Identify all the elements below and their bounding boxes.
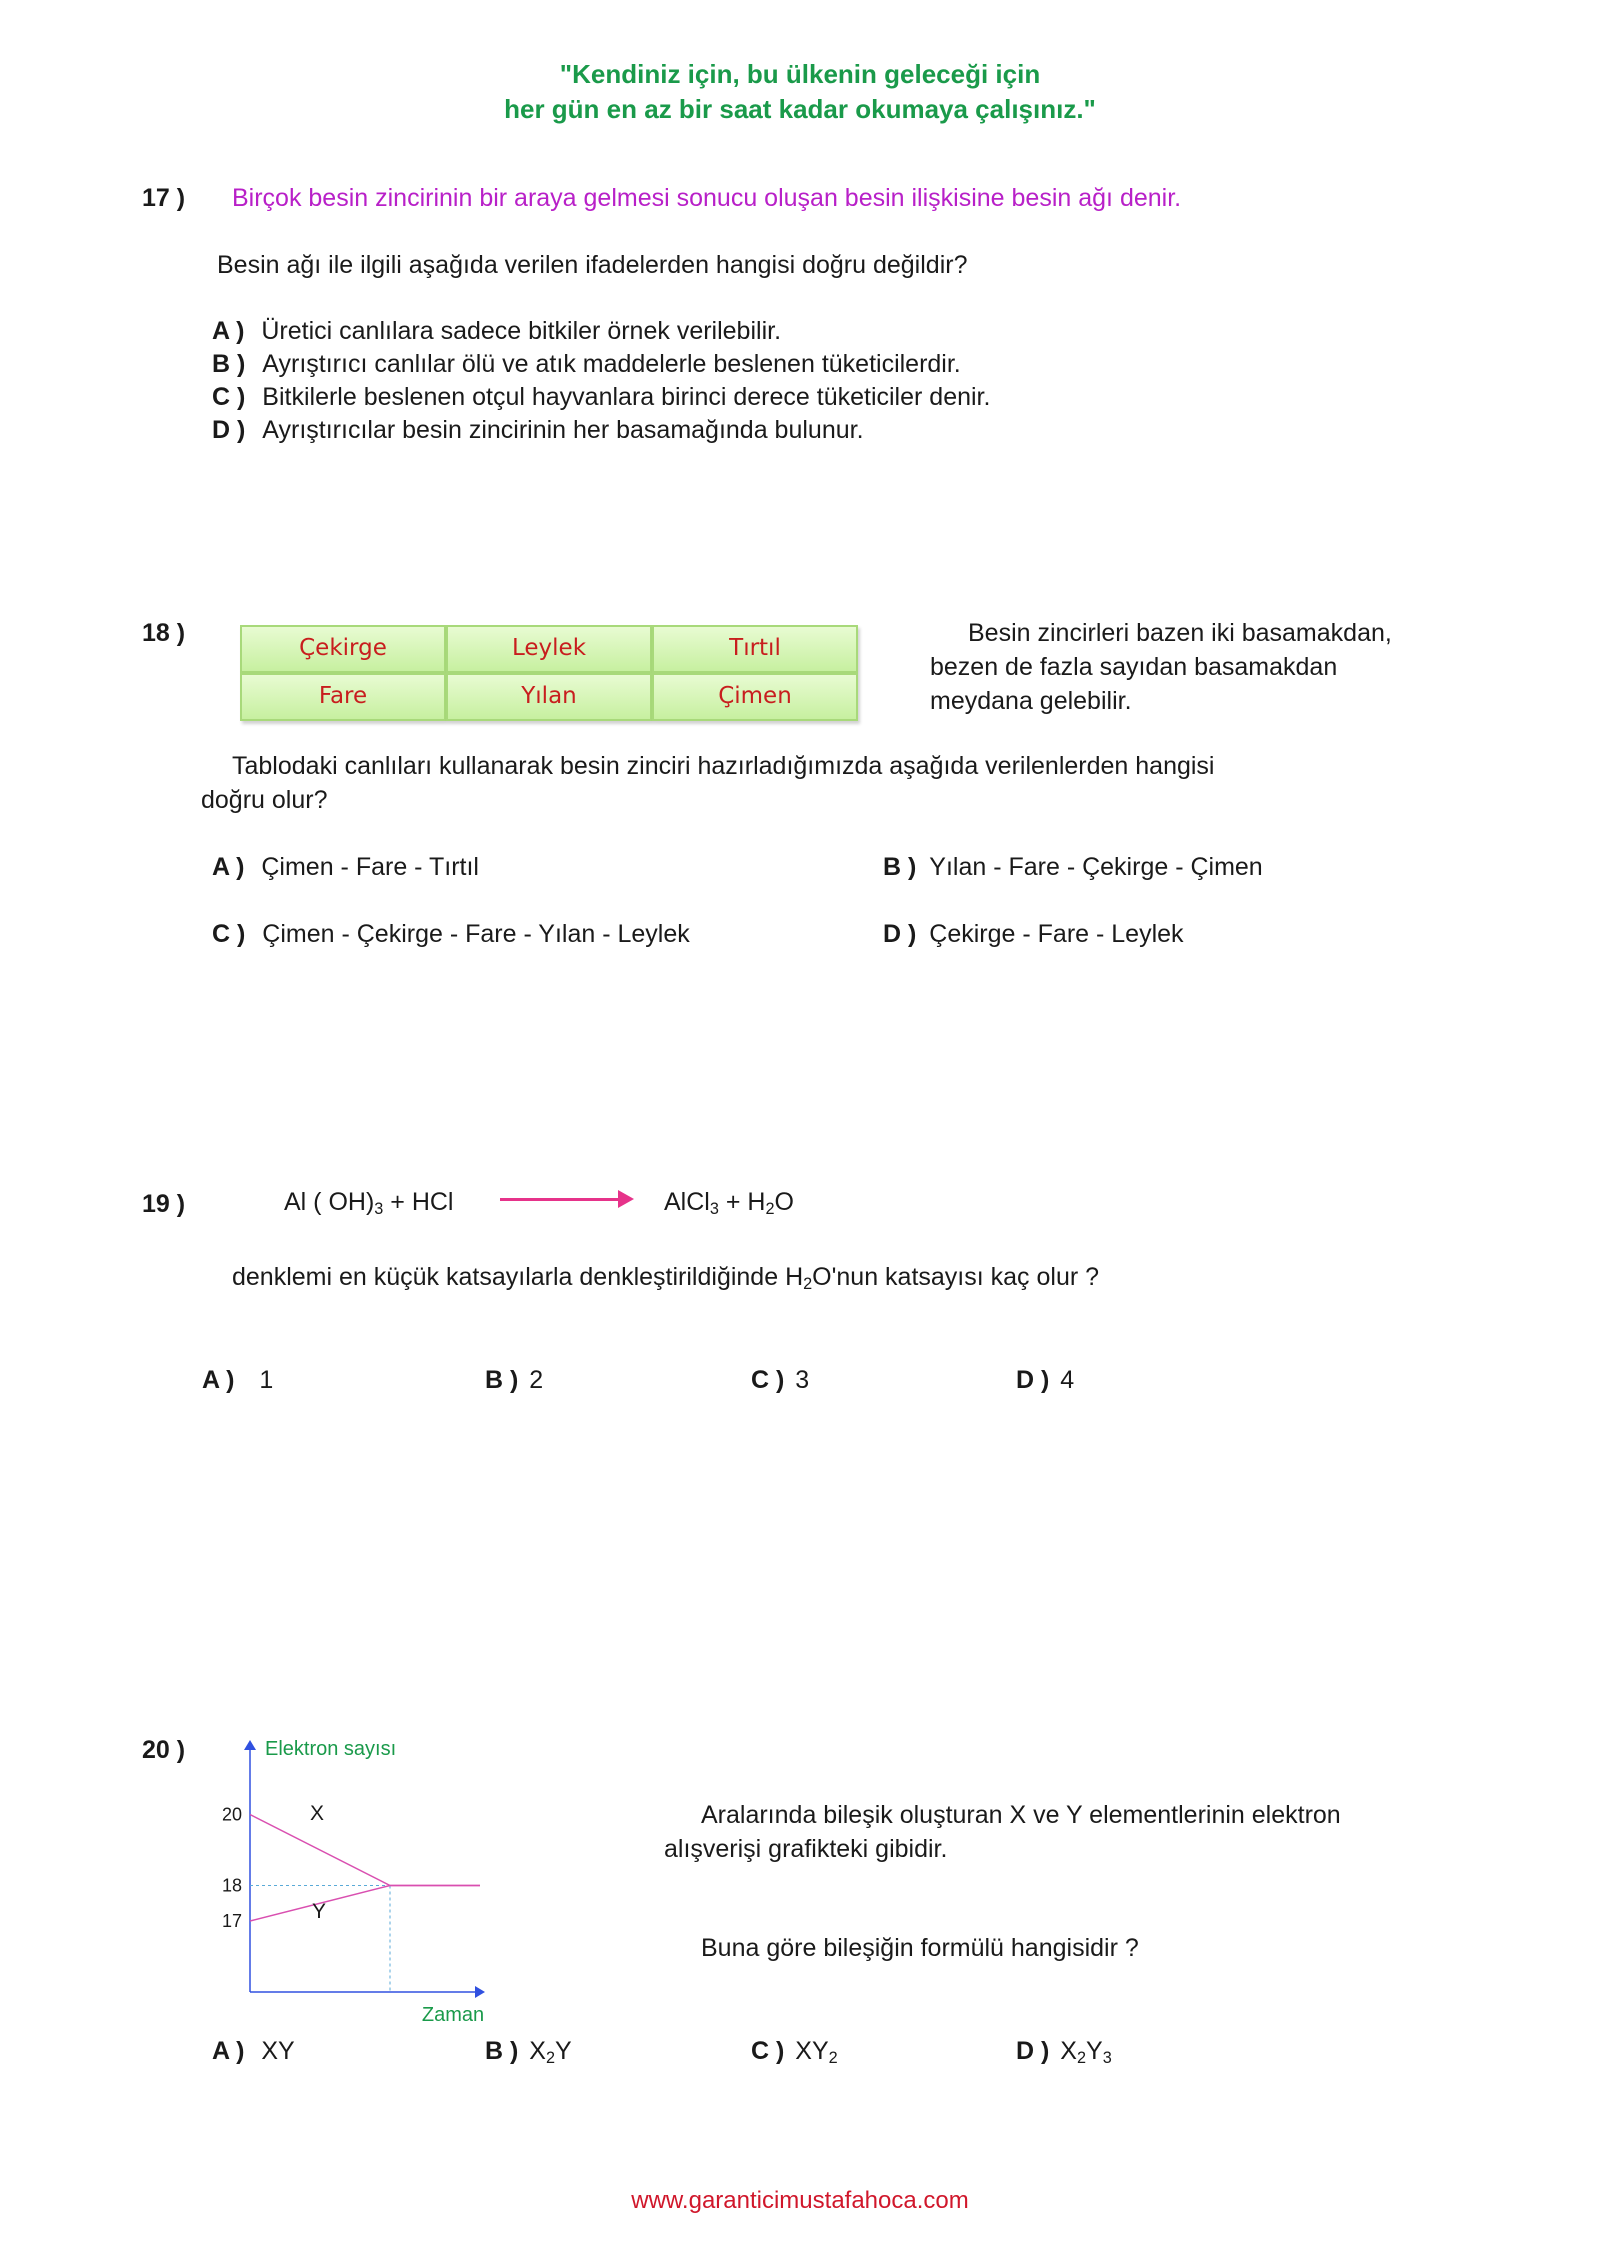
question-18-option-a[interactable]: [212, 851, 479, 884]
question-17-option-b[interactable]: [212, 348, 961, 381]
option-letter: A ): [202, 1366, 235, 1394]
option-formula: [1060, 2037, 1112, 2068]
option-letter: B ): [485, 1366, 519, 1394]
question-20-text-line-2: alışverişi grafikteki gibidir.: [664, 1835, 948, 1863]
subscript: 2: [1076, 2049, 1087, 2068]
question-18-prompt-line-2: doğru olur?: [201, 786, 328, 814]
organisms-table: [240, 625, 858, 721]
option-letter: C ): [751, 2037, 785, 2065]
table-cell: Yılan: [446, 673, 652, 721]
formula-part: XY: [261, 2037, 295, 2065]
series-line-x: [250, 1815, 480, 1886]
footer-url[interactable]: www.garanticimustafahoca.com: [631, 2187, 969, 2214]
option-letter: C ): [212, 383, 246, 411]
option-letter: A ): [212, 853, 245, 881]
question-18-prompt-line-1: Tablodaki canlıları kullanarak besin zinciri hazırladığımızda aşağıda verilenlerden hangisi: [232, 752, 1215, 780]
question-20-prompt: Buna göre bileşiğin formülü hangisidir ?: [701, 1934, 1139, 1962]
electron-count-chart: [200, 1720, 520, 2040]
formula-part: XY: [795, 2037, 829, 2065]
table-cell: Leylek: [446, 625, 652, 673]
subscript: 2: [803, 1275, 813, 1294]
option-text: 1: [259, 1366, 274, 1394]
subscript: 3: [374, 1200, 384, 1219]
option-letter: B ): [212, 350, 246, 378]
question-20-option-b[interactable]: [485, 2035, 572, 2068]
option-letter: A ): [212, 2037, 245, 2065]
option-text: Ayrıştırıcılar besin zincirinin her basamağında bulunur.: [262, 416, 864, 444]
option-text: Üretici canlılara sadece bitkiler örnek verilebilir.: [261, 317, 782, 345]
option-text: Çekirge - Fare - Leylek: [929, 920, 1184, 948]
subscript: 2: [765, 1200, 775, 1219]
option-text: 4: [1060, 1366, 1075, 1394]
question-18-option-b[interactable]: [883, 851, 1263, 884]
question-19-option-d[interactable]: [1016, 1364, 1074, 1397]
subscript: 2: [828, 2049, 838, 2068]
product-alcl: AlCl: [664, 1188, 710, 1216]
question-20-text-line-1: Aralarında bileşik oluşturan X ve Y elementlerinin elektron: [701, 1801, 1341, 1829]
equation-reactants: [284, 1186, 453, 1219]
chart-ticks: [222, 1805, 242, 1932]
table-row: [240, 673, 858, 721]
question-18-option-d[interactable]: [883, 918, 1184, 951]
reaction-arrow-line: [500, 1198, 620, 1201]
table-row: [240, 625, 858, 673]
option-letter: A ): [212, 317, 245, 345]
question-19-option-a[interactable]: [202, 1364, 273, 1397]
reaction-arrow-icon: [618, 1190, 634, 1208]
option-text: Ayrıştırıcı canlılar ölü ve atık maddelerle beslenen tüketicilerdir.: [262, 350, 961, 378]
chart-series-label-y: Y: [312, 1900, 327, 1923]
series-line-y: [250, 1886, 480, 1922]
y-axis-arrow-icon: [244, 1740, 256, 1750]
prompt-text: O'nun katsayısı kaç olur ?: [812, 1263, 1100, 1291]
chart-series: [250, 1815, 480, 1922]
option-text: Bitkilerle beslenen otçul hayvanlara birinci derece tüketiciler denir.: [262, 383, 991, 411]
prompt-text: denklemi en küçük katsayılarla denkleştirildiğinde H: [232, 1263, 804, 1291]
question-17-option-c[interactable]: [212, 381, 990, 414]
option-formula: [529, 2037, 572, 2068]
chart-axes: [244, 1740, 485, 1998]
product-water-o: O: [774, 1188, 794, 1216]
question-20-option-d[interactable]: [1016, 2035, 1112, 2068]
option-letter: B ): [883, 853, 917, 881]
option-letter: C ): [751, 1366, 785, 1394]
header-quote-line-2: her gün en az bir saat kadar okumaya çalışınız.": [504, 94, 1096, 124]
question-17-number: 17 ): [142, 184, 186, 212]
formula-part: X: [529, 2037, 546, 2065]
y-tick-label: 18: [221, 1875, 242, 1896]
option-letter: D ): [212, 416, 246, 444]
subscript: 3: [709, 1200, 719, 1219]
question-19-prompt: [232, 1261, 1099, 1294]
table-cell: Çimen: [652, 673, 858, 721]
question-17-prompt: Besin ağı ile ilgili aşağıda verilen ifadelerden hangisi doğru değildir?: [217, 251, 968, 279]
question-17-statement: Birçok besin zincirinin bir araya gelmesi sonucu oluşan besin ilişkisine besin ağı denir.: [232, 184, 1182, 212]
chart-x-axis-title: Zaman: [421, 2004, 485, 2026]
option-letter: B ): [485, 2037, 519, 2065]
product-water: + H: [718, 1188, 766, 1216]
question-20-number: 20 ): [142, 1736, 186, 1764]
formula-part: Y: [555, 2037, 572, 2065]
question-18-side-text-3: meydana gelebilir.: [930, 687, 1132, 715]
question-19-option-b[interactable]: [485, 1364, 543, 1397]
question-19-number: 19 ): [142, 1190, 186, 1218]
option-text: 3: [795, 1366, 810, 1394]
option-letter: C ): [212, 920, 246, 948]
reactant-aluminium-hydroxide: Al ( OH): [284, 1188, 375, 1216]
equation-products: [664, 1186, 794, 1219]
formula-part: X: [1060, 2037, 1077, 2065]
table-cell: Çekirge: [240, 625, 446, 673]
option-letter: D ): [883, 920, 917, 948]
header-quote-line-1: "Kendiniz için, bu ülkenin geleceği için: [559, 59, 1041, 89]
option-formula: [795, 2037, 838, 2068]
option-text: 2: [529, 1366, 544, 1394]
question-18-side-text-2: bezen de fazla sayıdan basamakdan: [930, 653, 1338, 681]
subscript: 3: [1102, 2049, 1112, 2068]
y-tick-label: 20: [221, 1804, 242, 1825]
question-20-option-a[interactable]: [212, 2035, 295, 2068]
reactant-hcl: + HCl: [383, 1188, 454, 1216]
table-cell: Fare: [240, 673, 446, 721]
chart-series-label-x: X: [310, 1802, 325, 1825]
option-letter: D ): [1016, 2037, 1050, 2065]
question-18-side-text-1: Besin zincirleri bazen iki basamakdan,: [968, 619, 1392, 647]
subscript: 2: [545, 2049, 556, 2068]
option-text: Yılan - Fare - Çekirge - Çimen: [929, 853, 1263, 881]
option-letter: D ): [1016, 1366, 1050, 1394]
question-17-option-d[interactable]: [212, 414, 864, 447]
option-text: Çimen - Fare - Tırtıl: [261, 853, 479, 881]
y-tick-label: 17: [221, 1911, 242, 1931]
x-axis-arrow-icon: [475, 1986, 485, 1998]
formula-part: Y: [1086, 2037, 1103, 2065]
table-cell: Tırtıl: [652, 625, 858, 673]
chart-y-axis-title: Elektron sayısı: [265, 1738, 397, 1760]
question-19-option-c[interactable]: [751, 1364, 809, 1397]
question-20-option-c[interactable]: [751, 2035, 838, 2068]
option-text: Çimen - Çekirge - Fare - Yılan - Leylek: [262, 920, 690, 948]
question-18-option-c[interactable]: [212, 918, 690, 951]
option-formula: [261, 2037, 294, 2065]
question-17-option-a[interactable]: [212, 315, 781, 348]
question-18-number: 18 ): [142, 619, 186, 647]
